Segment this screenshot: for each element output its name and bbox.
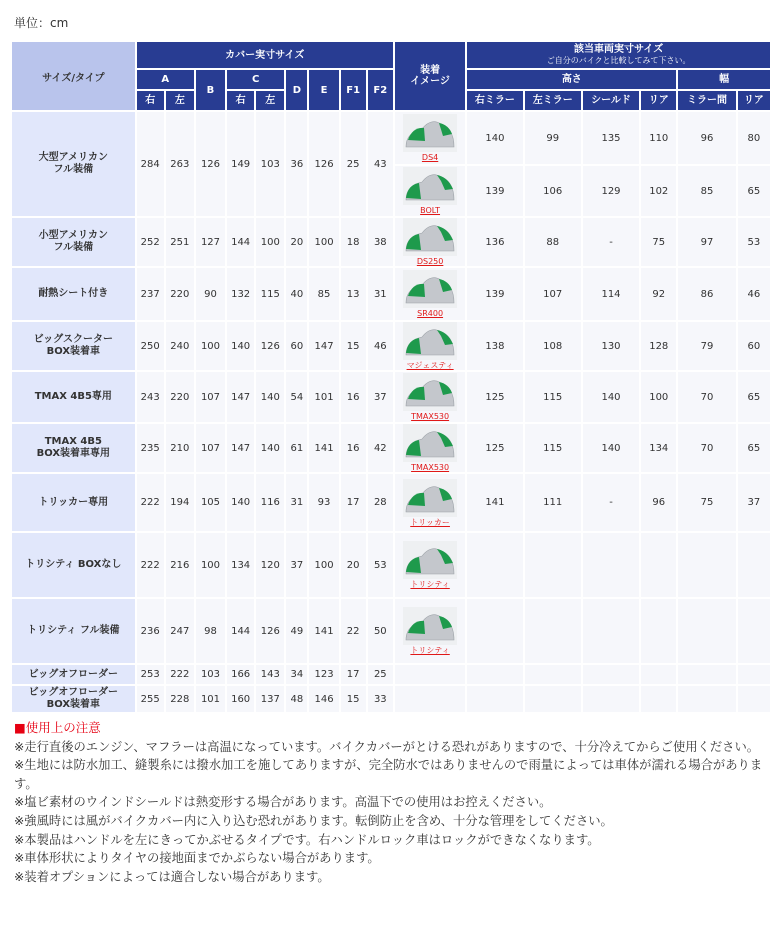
vehicle-size-cell: - xyxy=(583,474,639,531)
vehicle-size-cell: 107 xyxy=(525,268,581,320)
vehicle-size-cell xyxy=(641,533,676,597)
cover-size-cell: 93 xyxy=(309,474,338,531)
cover-size-cell: 34 xyxy=(286,665,307,684)
cover-size-cell: 46 xyxy=(368,322,393,370)
row-label-line: ビッグオフローダー xyxy=(28,687,118,698)
cover-size-cell: 31 xyxy=(286,474,307,531)
vehicle-link[interactable]: トリシティ xyxy=(410,580,450,589)
vehicle-size-header: 該当車両実寸サイズ ご自分のバイクと比較してみて下さい。 xyxy=(467,42,770,68)
row-label xyxy=(12,686,135,712)
usage-notes xyxy=(14,719,770,886)
vehicle-size-cell: 75 xyxy=(678,474,735,531)
fit-image-cell xyxy=(395,166,465,216)
cover-size-cell: 53 xyxy=(368,533,393,597)
cover-size-cell: 140 xyxy=(256,424,284,472)
cover-size-cell: 40 xyxy=(286,268,307,320)
col-a-right-header: 右 xyxy=(137,91,164,110)
cover-size-cell: 15 xyxy=(341,686,366,712)
cover-size-cell: 37 xyxy=(368,372,393,422)
vehicle-link[interactable]: SR400 xyxy=(417,309,444,318)
col-f2-header: F2 xyxy=(368,70,393,110)
vehicle-size-cell xyxy=(467,599,522,663)
vehicle-size-cell: 140 xyxy=(583,372,639,422)
vehicle-size-cell: 37 xyxy=(738,474,770,531)
vehicle-size-cell xyxy=(738,686,770,712)
cover-size-cell: 220 xyxy=(166,268,194,320)
cover-size-cell: 98 xyxy=(196,599,225,663)
vehicle-size-cell: 80 xyxy=(738,112,770,164)
vehicle-link[interactable]: DS250 xyxy=(416,257,444,266)
cover-size-cell: 144 xyxy=(227,599,254,663)
bike-cover-image xyxy=(403,114,457,152)
row-label xyxy=(12,218,135,266)
note-item: ※走行直後のエンジン、マフラーは高温になっています。バイクカバーがとける恐れがありますので、十分冷えてからご使用ください。 xyxy=(14,739,760,754)
vehicle-link[interactable]: DS4 xyxy=(421,153,439,162)
row-label xyxy=(12,112,135,216)
vehicle-size-cell xyxy=(678,599,735,663)
vehicle-size-cell xyxy=(525,533,581,597)
col-c-right-header: 右 xyxy=(227,91,254,110)
row-label-line: ビッグオフローダー xyxy=(28,668,118,680)
cover-size-cell: 20 xyxy=(286,218,307,266)
vehicle-size-cell xyxy=(525,599,581,663)
row-label-line: 小型アメリカン xyxy=(38,230,108,241)
cover-size-cell: 137 xyxy=(256,686,284,712)
cover-size-cell: 126 xyxy=(256,322,284,370)
row-label xyxy=(12,322,135,370)
vehicle-size-cell: 97 xyxy=(678,218,735,266)
cover-size-cell: 160 xyxy=(227,686,254,712)
row-label-line: BOX装着車 xyxy=(46,346,101,357)
cover-size-cell: 252 xyxy=(137,218,164,266)
cover-size-cell: 126 xyxy=(196,112,225,216)
vehicle-size-cell: 108 xyxy=(525,322,581,370)
cover-size-cell: 243 xyxy=(137,372,164,422)
vehicle-size-cell: 115 xyxy=(525,424,581,472)
cover-size-cell: 37 xyxy=(286,533,307,597)
cover-size-cell: 146 xyxy=(309,686,338,712)
vehicle-size-cell: 111 xyxy=(525,474,581,531)
vehicle-size-cell: 128 xyxy=(641,322,676,370)
cover-size-cell: 20 xyxy=(341,533,366,597)
cover-size-cell: 237 xyxy=(137,268,164,320)
cover-size-cell: 17 xyxy=(341,665,366,684)
cover-size-cell: 105 xyxy=(196,474,225,531)
cover-size-cell: 147 xyxy=(227,424,254,472)
cover-size-cell: 15 xyxy=(341,322,366,370)
cover-size-cell: 228 xyxy=(166,686,194,712)
cover-size-cell: 236 xyxy=(137,599,164,663)
cover-size-cell: 42 xyxy=(368,424,393,472)
row-label-line: フル装備 xyxy=(53,164,94,175)
row-label-line: トリッカー専用 xyxy=(38,496,109,508)
cover-size-cell: 50 xyxy=(368,599,393,663)
cover-size-cell: 100 xyxy=(196,533,225,597)
vehicle-link[interactable]: TMAX530 xyxy=(411,412,450,421)
cover-size-cell: 235 xyxy=(137,424,164,472)
vehicle-size-cell xyxy=(583,665,639,684)
cover-size-cell: 220 xyxy=(166,372,194,422)
vehicle-size-cell: 129 xyxy=(583,166,639,216)
cover-size-cell: 100 xyxy=(309,218,338,266)
cover-size-cell: 28 xyxy=(368,474,393,531)
vehicle-size-cell: 125 xyxy=(467,424,522,472)
vehicle-size-cell xyxy=(678,533,735,597)
cover-size-cell: 13 xyxy=(341,268,366,320)
fit-image-cell xyxy=(395,599,465,663)
bike-cover-image xyxy=(403,479,457,517)
height-left-mirror-header: 左ミラー xyxy=(525,91,581,110)
cover-size-cell: 255 xyxy=(137,686,164,712)
col-c-left-header: 左 xyxy=(256,91,284,110)
vehicle-size-cell xyxy=(678,665,735,684)
cover-size-cell: 143 xyxy=(256,665,284,684)
vehicle-size-cell xyxy=(467,665,522,684)
cover-size-cell: 166 xyxy=(227,665,254,684)
vehicle-size-cell: 138 xyxy=(467,322,522,370)
cover-size-cell: 247 xyxy=(166,599,194,663)
cover-size-cell: 240 xyxy=(166,322,194,370)
cover-size-cell: 60 xyxy=(286,322,307,370)
cover-size-cell: 141 xyxy=(309,424,338,472)
bike-cover-image xyxy=(403,167,457,205)
vehicle-size-cell: 53 xyxy=(738,218,770,266)
fit-image-header: 装着 イメージ xyxy=(395,42,465,110)
cover-size-cell: 100 xyxy=(196,322,225,370)
vehicle-size-cell xyxy=(641,665,676,684)
vehicle-size-cell: 100 xyxy=(641,372,676,422)
row-label-line: ビッグスクーター xyxy=(33,334,114,345)
fit-image-cell xyxy=(395,112,465,164)
vehicle-size-cell: 85 xyxy=(678,166,735,216)
row-label xyxy=(12,372,135,422)
vehicle-link[interactable]: TMAX530 xyxy=(411,463,450,472)
col-f1-header: F1 xyxy=(341,70,366,110)
cover-size-cell: 149 xyxy=(227,112,254,216)
height-shield-header: シールド xyxy=(583,91,639,110)
vehicle-size-cell xyxy=(467,533,522,597)
vehicle-size-cell: 65 xyxy=(738,166,770,216)
vehicle-size-cell xyxy=(583,686,639,712)
cover-size-cell: 116 xyxy=(256,474,284,531)
col-e-header: E xyxy=(309,70,338,110)
vehicle-size-cell xyxy=(583,599,639,663)
col-d-header: D xyxy=(286,70,307,110)
cover-size-cell: 25 xyxy=(368,665,393,684)
vehicle-size-cell: 75 xyxy=(641,218,676,266)
height-rear-header: リア xyxy=(641,91,676,110)
vehicle-size-cell xyxy=(583,533,639,597)
vehicle-size-cell: 140 xyxy=(467,112,522,164)
cover-size-cell: 103 xyxy=(196,665,225,684)
cover-size-cell: 140 xyxy=(227,322,254,370)
cover-size-cell: 222 xyxy=(137,533,164,597)
note-item: ※車体形状によりタイヤの接地面までかぶらない場合があります。 xyxy=(14,851,380,866)
cover-size-cell: 49 xyxy=(286,599,307,663)
cover-size-cell: 43 xyxy=(368,112,393,216)
cover-size-cell: 54 xyxy=(286,372,307,422)
vehicle-size-cell: 134 xyxy=(641,424,676,472)
cover-size-cell: 222 xyxy=(137,474,164,531)
bike-cover-image xyxy=(403,541,457,579)
cover-size-cell: 251 xyxy=(166,218,194,266)
vehicle-size-cell xyxy=(641,686,676,712)
bike-cover-image xyxy=(403,322,457,360)
cover-size-cell: 253 xyxy=(137,665,164,684)
vehicle-size-cell: 65 xyxy=(738,424,770,472)
vehicle-size-cell: 135 xyxy=(583,112,639,164)
vehicle-size-cell: 70 xyxy=(678,372,735,422)
bike-cover-image xyxy=(403,424,457,462)
row-label-line: BOX装着車専用 xyxy=(36,448,111,459)
cover-size-cell: 140 xyxy=(227,474,254,531)
row-label-line: フル装備 xyxy=(53,242,94,253)
row-label-line: トリシティ フル装備 xyxy=(27,625,120,636)
col-a-left-header: 左 xyxy=(166,91,194,110)
row-label-line: 大型アメリカン xyxy=(38,152,108,163)
bike-cover-image xyxy=(403,607,457,645)
cover-size-cell: 126 xyxy=(256,599,284,663)
vehicle-size-cell: 79 xyxy=(678,322,735,370)
vehicle-size-cell: 125 xyxy=(467,372,522,422)
cover-size-cell: 250 xyxy=(137,322,164,370)
fit-image-cell xyxy=(395,322,465,370)
vehicle-size-cell: 141 xyxy=(467,474,522,531)
fit-image-cell xyxy=(395,372,465,422)
vehicle-size-cell: 130 xyxy=(583,322,639,370)
fit-image-cell xyxy=(395,686,465,712)
row-label-line: BOX装着車 xyxy=(46,699,101,710)
vehicle-size-cell: 140 xyxy=(583,424,639,472)
cover-size-cell: 141 xyxy=(309,599,338,663)
vehicle-size-cell: 86 xyxy=(678,268,735,320)
width-mirror-header: ミラー間 xyxy=(678,91,735,110)
cover-size-cell: 107 xyxy=(196,372,225,422)
cover-size-cell: 263 xyxy=(166,112,194,216)
row-label xyxy=(12,268,135,320)
bike-cover-image xyxy=(403,270,457,308)
size-type-header: サイズ/タイプ xyxy=(12,42,135,110)
cover-size-cell: 16 xyxy=(341,372,366,422)
row-label xyxy=(12,474,135,531)
vehicle-size-cell: 102 xyxy=(641,166,676,216)
cover-size-cell: 48 xyxy=(286,686,307,712)
vehicle-size-cell: 139 xyxy=(467,166,522,216)
vehicle-size-cell xyxy=(641,599,676,663)
cover-size-cell: 101 xyxy=(196,686,225,712)
cover-size-cell: 147 xyxy=(309,322,338,370)
note-item: ※装着オプションによっては適合しない場合があります。 xyxy=(14,869,330,884)
vehicle-size-cell xyxy=(678,686,735,712)
cover-size-cell: 210 xyxy=(166,424,194,472)
col-b-header: B xyxy=(196,70,225,110)
cover-size-cell: 194 xyxy=(166,474,194,531)
row-label-line: 耐熱シート付き xyxy=(38,288,109,299)
vehicle-link[interactable]: トリシティ xyxy=(410,646,450,655)
cover-size-cell: 120 xyxy=(256,533,284,597)
row-label-line: TMAX 4B5 xyxy=(44,436,102,447)
col-a-header: A xyxy=(137,70,194,89)
row-label-line: トリシティ BOXなし xyxy=(25,559,122,570)
note-item: ※生地には防水加工、縫製糸には撥水加工を施してありますが、完全防水ではありませんので雨量によっては車体が濡れる場合があります。 xyxy=(14,758,763,791)
cover-size-cell: 140 xyxy=(256,372,284,422)
cover-size-cell: 38 xyxy=(368,218,393,266)
cover-size-cell: 127 xyxy=(196,218,225,266)
cover-size-cell: 103 xyxy=(256,112,284,216)
cover-size-cell: 90 xyxy=(196,268,225,320)
vehicle-link[interactable]: トリッカー xyxy=(410,517,450,527)
height-right-mirror-header: 右ミラー xyxy=(467,91,522,110)
cover-size-cell: 115 xyxy=(256,268,284,320)
vehicle-size-cell: 110 xyxy=(641,112,676,164)
fit-image-cell xyxy=(395,424,465,472)
cover-size-cell: 100 xyxy=(256,218,284,266)
vehicle-size-cell: 114 xyxy=(583,268,639,320)
cover-size-cell: 144 xyxy=(227,218,254,266)
bike-cover-image xyxy=(403,218,457,256)
vehicle-size-cell xyxy=(525,686,581,712)
vehicle-size-cell: 96 xyxy=(641,474,676,531)
cover-size-cell: 16 xyxy=(341,424,366,472)
vehicle-size-cell: 60 xyxy=(738,322,770,370)
row-label xyxy=(12,665,135,684)
cover-size-cell: 18 xyxy=(341,218,366,266)
cover-size-cell: 31 xyxy=(368,268,393,320)
cover-size-cell: 17 xyxy=(341,474,366,531)
fit-image-cell xyxy=(395,665,465,684)
note-item: ※塩ビ素材のウインドシールドは熱変形する場合があります。高温下での使用はお控えください。 xyxy=(14,795,552,810)
row-label xyxy=(12,424,135,472)
cover-size-cell: 85 xyxy=(309,268,338,320)
cover-size-cell: 134 xyxy=(227,533,254,597)
vehicle-link[interactable]: マジェスティ xyxy=(406,361,454,370)
height-header: 高さ xyxy=(467,70,676,89)
vehicle-size-cell: 92 xyxy=(641,268,676,320)
vehicle-size-cell xyxy=(738,599,770,663)
vehicle-size-cell: 96 xyxy=(678,112,735,164)
note-item: ※本製品はハンドルを左にきってかぶせるタイプです。右ハンドルロック車はロックができなくなります。 xyxy=(14,832,600,847)
cover-size-header: カバー実寸サイズ xyxy=(137,42,393,68)
cover-size-cell: 36 xyxy=(286,112,307,216)
cover-size-cell: 147 xyxy=(227,372,254,422)
cover-size-cell: 123 xyxy=(309,665,338,684)
vehicle-size-cell: 65 xyxy=(738,372,770,422)
vehicle-size-cell xyxy=(738,665,770,684)
cover-size-cell: 107 xyxy=(196,424,225,472)
fit-image-cell xyxy=(395,533,465,597)
cover-size-cell: 61 xyxy=(286,424,307,472)
vehicle-size-cell: 70 xyxy=(678,424,735,472)
row-label-line: TMAX 4B5専用 xyxy=(34,391,112,402)
vehicle-size-cell: 88 xyxy=(525,218,581,266)
cover-size-cell: 132 xyxy=(227,268,254,320)
size-table xyxy=(10,40,772,714)
cover-size-cell: 101 xyxy=(309,372,338,422)
cover-size-cell: 22 xyxy=(341,599,366,663)
unit-label: 単位：cm xyxy=(14,16,69,30)
cover-size-cell: 100 xyxy=(309,533,338,597)
cover-size-cell: 126 xyxy=(309,112,338,216)
vehicle-size-cell xyxy=(467,686,522,712)
vehicle-size-cell: 106 xyxy=(525,166,581,216)
cover-size-cell: 216 xyxy=(166,533,194,597)
fit-image-cell xyxy=(395,474,465,531)
vehicle-size-cell: - xyxy=(583,218,639,266)
vehicle-size-cell: 136 xyxy=(467,218,522,266)
vehicle-size-cell: 46 xyxy=(738,268,770,320)
width-rear-header: リア xyxy=(738,91,770,110)
cover-size-cell: 284 xyxy=(137,112,164,216)
vehicle-size-cell xyxy=(525,665,581,684)
cover-size-cell: 25 xyxy=(341,112,366,216)
vehicle-size-cell: 99 xyxy=(525,112,581,164)
notes-title: ■使用上の注意 xyxy=(14,720,101,735)
fit-image-cell xyxy=(395,268,465,320)
bike-cover-image xyxy=(403,373,457,411)
vehicle-size-cell: 139 xyxy=(467,268,522,320)
col-c-header: C xyxy=(227,70,284,89)
row-label xyxy=(12,533,135,597)
note-item: ※強風時には風がバイクカバー内に入り込む恐れがあります。転倒防止を含め、十分な管理をしてください。 xyxy=(14,813,613,828)
vehicle-size-cell xyxy=(738,533,770,597)
fit-image-cell xyxy=(395,218,465,266)
cover-size-cell: 222 xyxy=(166,665,194,684)
row-label xyxy=(12,599,135,663)
vehicle-size-cell: 115 xyxy=(525,372,581,422)
width-header: 幅 xyxy=(678,70,770,89)
cover-size-cell: 33 xyxy=(368,686,393,712)
vehicle-link[interactable]: BOLT xyxy=(420,206,441,215)
